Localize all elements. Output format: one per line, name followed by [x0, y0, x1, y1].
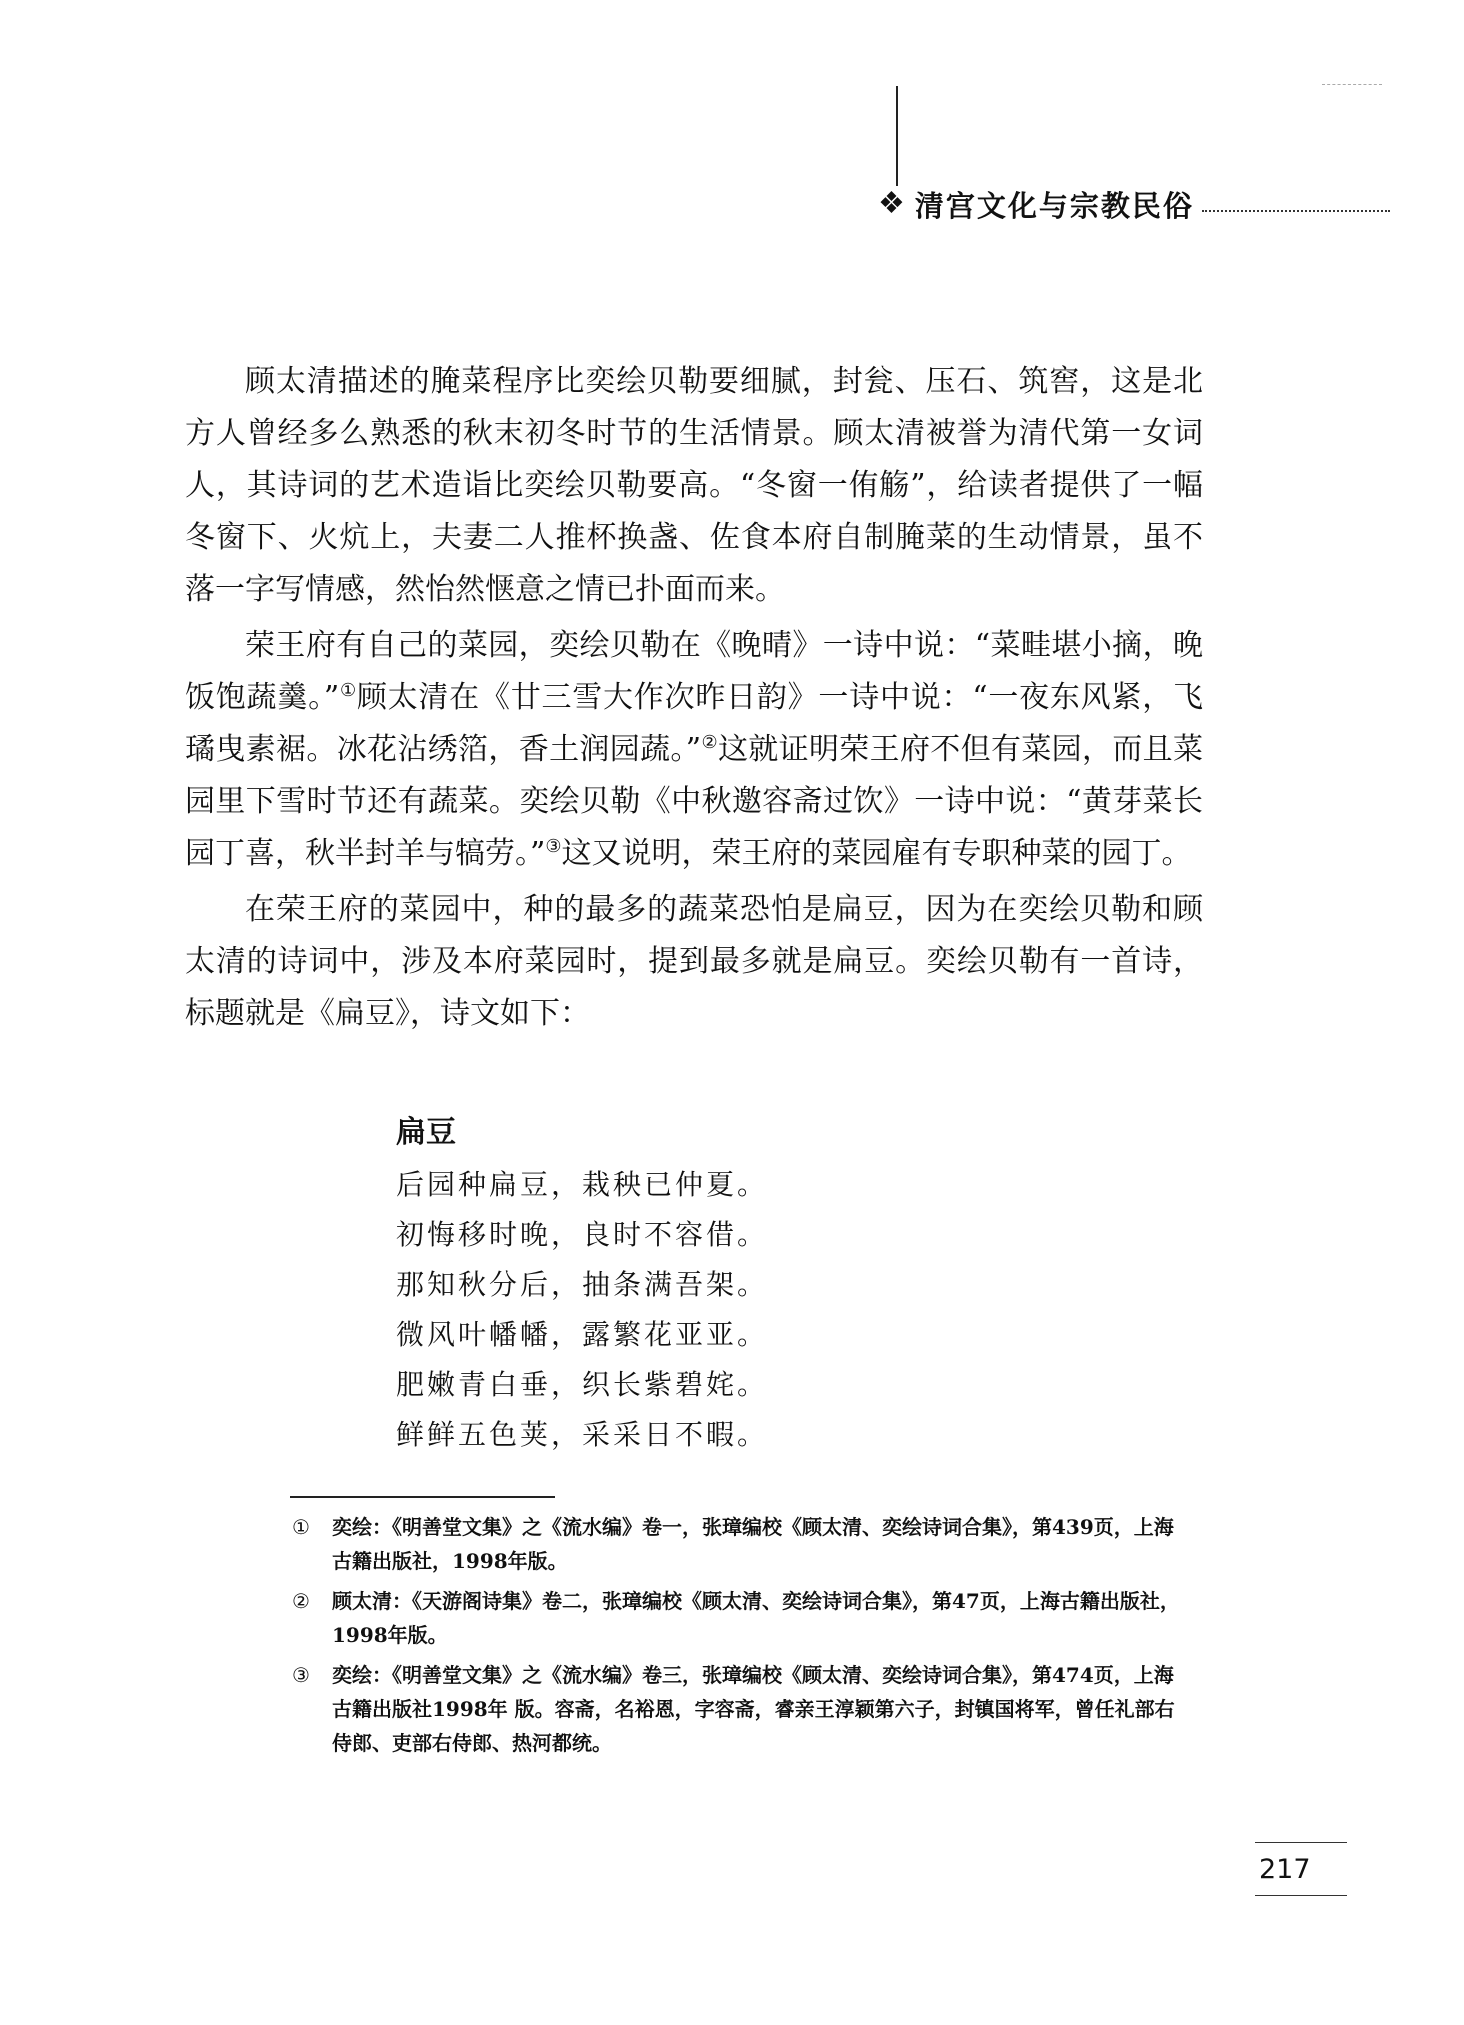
poem-line: 鲜鲜五色荚，采采日不暇。	[396, 1418, 769, 1451]
footnote-mark: ③	[292, 1663, 310, 1687]
page-number-box	[1255, 1842, 1347, 1896]
footnote-mark: ②	[292, 1589, 310, 1613]
paragraph-1: 顾太清描述的腌菜程序比奕绘贝勒要细腻，封瓮、压石、筑窖，这是北方人曾经多么熟悉的秋末初冬时节的生活情景。顾太清被誉为清代第一女词人，其诗词的艺术造诣比奕绘贝勒要高。“冬窗一侑觞”，给读者提供了一幅冬窗下、火炕上，夫妻二人推杯换盏、佐食本府自制腌菜的生动情景，虽不落一字写情感，然怡然惬意之情已扑面而来。	[185, 364, 1203, 607]
paragraph-2-part-4: 这又说明，荣王府的菜园雇有专职种菜的园丁。	[561, 836, 1192, 871]
poem-line: 后园种扁豆，栽秧已仲夏。	[396, 1168, 769, 1201]
section-title: 清宫文化与宗教民俗	[914, 188, 1194, 223]
footnote-ref-2: ②	[701, 732, 718, 753]
paragraph-3: 在荣王府的菜园中，种的最多的蔬菜恐怕是扁豆，因为在奕绘贝勒和顾太清的诗词中，涉及本府菜园时，提到最多就是扁豆。奕绘贝勒有一首诗，标题就是《扁豆》，诗文如下：	[185, 892, 1203, 1031]
footnote-text: 顾太清：《天游阁诗集》卷二，张璋编校《顾太清、奕绘诗词合集》，第47页，上海古籍出版社，1998年版。	[332, 1589, 1180, 1647]
top-corner-dash	[1322, 84, 1382, 85]
footnote-ref-1: ①	[339, 680, 357, 701]
footnote-text: 奕绘：《明善堂文集》之《流水编》卷三，张璋编校《顾太清、奕绘诗词合集》，第474页，上海古籍出版社1998年 版。容斋，名裕恩，字容斋，睿亲王淳颖第六子，封镇国将军，曾任礼部右侍郎、吏部右侍郎、热河都统。	[332, 1663, 1175, 1755]
footnotes	[292, 1510, 1192, 1766]
footnote-text: 奕绘：《明善堂文集》之《流水编》卷一，张璋编校《顾太清、奕绘诗词合集》，第439页，上海古籍出版社，1998年版。	[332, 1515, 1174, 1573]
header-dotted-leader	[1202, 210, 1390, 212]
running-header	[878, 184, 1390, 224]
paragraph-2-part-2: 顾太清在《廿三雪大作次昨日韵》一诗中说：“一夜东风紧，飞璚曳素裾。冰花沾绣箔，香土润园蔬。”	[185, 680, 1203, 767]
poem-line: 初悔移时晚，良时不容借。	[396, 1218, 769, 1251]
footnote-1	[292, 1510, 1192, 1578]
paragraph-2	[185, 620, 1203, 880]
footnote-2	[292, 1584, 1192, 1652]
poem-line: 微风叶幡幡，露繁花亚亚。	[396, 1318, 769, 1351]
footnote-separator	[290, 1496, 555, 1498]
diamond-ornament-icon: ❖	[878, 186, 905, 221]
footnote-mark: ①	[292, 1515, 310, 1539]
header-vertical-rule	[896, 86, 898, 186]
poem-title: 扁豆	[396, 1115, 456, 1150]
body-text	[185, 356, 1203, 1044]
poem-line: 肥嫩青白垂，织长紫碧姹。	[396, 1368, 769, 1401]
footnote-3	[292, 1658, 1192, 1760]
paragraph-2-part-1: 荣王府有自己的菜园，奕绘贝勒在《晚晴》一诗中说：“菜畦堪小摘，晚饭饱蔬羹。”	[185, 628, 1203, 715]
footnote-ref-3: ③	[545, 836, 562, 857]
poem-line: 那知秋分后，抽条满吾架。	[396, 1268, 769, 1301]
poem	[396, 1108, 996, 1460]
paragraph-2-part-3: 这就证明荣王府不但有菜园，而且菜园里下雪时节还有蔬菜。奕绘贝勒《中秋邀容斋过饮》一诗中说：“黄芽菜长园丁喜，秋半封羊与犒劳。”	[185, 732, 1204, 871]
page-number: 217	[1259, 1853, 1311, 1885]
